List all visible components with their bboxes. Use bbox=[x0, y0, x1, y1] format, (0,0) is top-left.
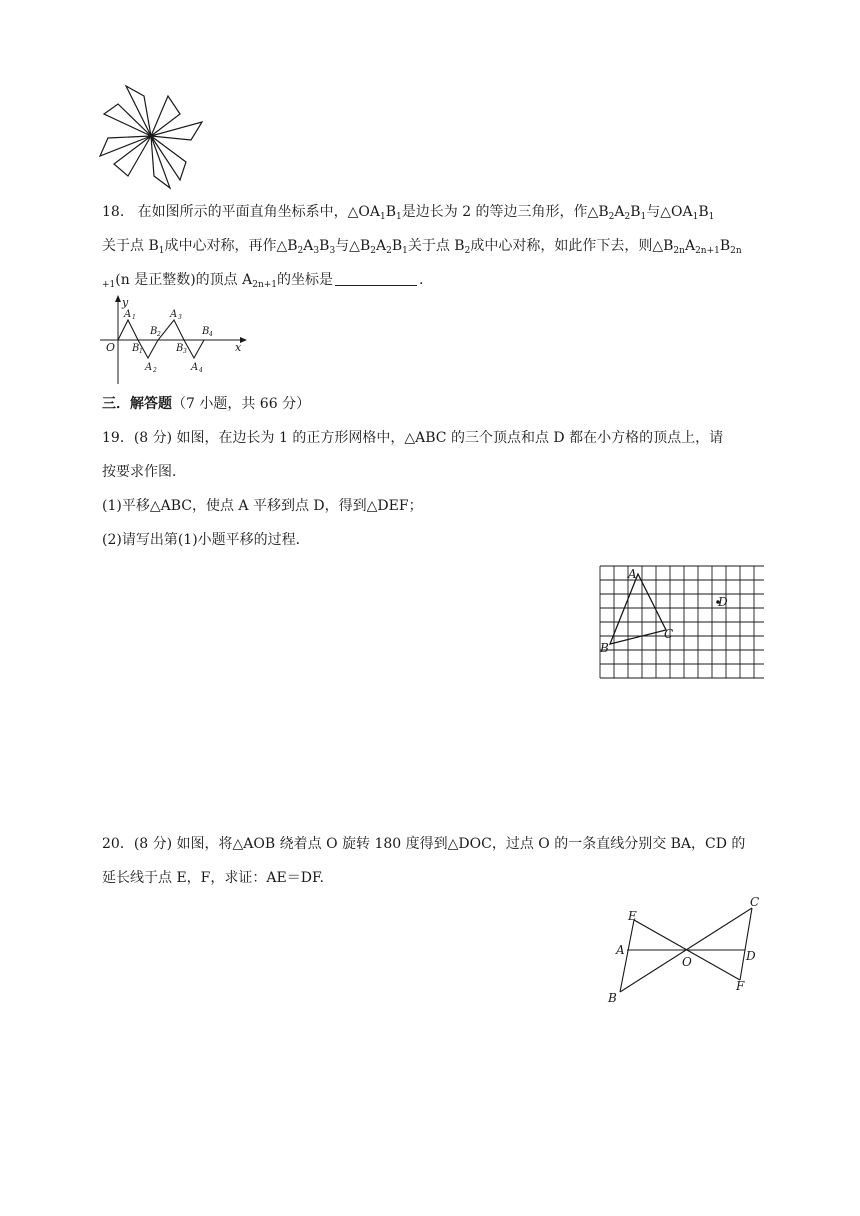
zigzag-triangles bbox=[118, 320, 204, 358]
subscript: 1 bbox=[379, 212, 386, 222]
label-C: C bbox=[750, 895, 760, 909]
q19-line1: 19．(8 分) 如图，在边长为 1 的正方形网格中，△ABC 的三个顶点和点 D 都在小方格的顶点上，请 bbox=[102, 430, 724, 446]
label-sub: 2 bbox=[153, 367, 157, 374]
label-sub: 1 bbox=[132, 314, 136, 321]
subscript: 2n+1 bbox=[695, 246, 720, 256]
q18-text: B bbox=[630, 204, 641, 220]
label-A1: A bbox=[124, 309, 132, 320]
label-A: A bbox=[616, 943, 625, 957]
q18-text: B bbox=[391, 238, 403, 254]
q18-text: 与△B bbox=[335, 238, 371, 254]
subscript: 3 bbox=[313, 246, 320, 256]
label-B: B bbox=[600, 641, 609, 655]
label-A2: A bbox=[145, 362, 153, 373]
q18-text: B bbox=[698, 204, 709, 220]
subscript: 2n bbox=[730, 246, 742, 256]
subscript: 2 bbox=[464, 246, 471, 256]
label-B4: B bbox=[202, 326, 210, 337]
label-B3: B bbox=[176, 343, 184, 354]
q18-text: 成中心对称，如此作下去，则△B bbox=[470, 238, 674, 254]
answer-blank[interactable] bbox=[335, 271, 417, 286]
subscript: 3 bbox=[329, 246, 336, 256]
label-sub: 3 bbox=[178, 314, 182, 321]
subscript: 2n+1 bbox=[252, 280, 278, 290]
pinwheel-figure bbox=[96, 84, 206, 190]
subscript: 2 bbox=[386, 246, 392, 256]
subscript: 2n bbox=[673, 246, 685, 256]
label-D: D bbox=[718, 595, 728, 609]
subscript: 2 bbox=[297, 246, 304, 256]
q20-line2: 延长线于点 E，F，求证：AE＝DF. bbox=[102, 870, 324, 886]
q18-line1 bbox=[102, 202, 714, 222]
q18-text: 成中心对称，再作△B bbox=[164, 238, 298, 254]
subscript: 1 bbox=[692, 212, 699, 222]
q18-text: B bbox=[319, 238, 330, 254]
section3-heading bbox=[102, 394, 310, 414]
q18-text: A bbox=[614, 204, 625, 220]
q18-number: 18. bbox=[102, 204, 125, 220]
q20-bowtie-figure bbox=[600, 892, 770, 1012]
label-A: A bbox=[628, 567, 637, 581]
subscript: 1 bbox=[708, 212, 715, 222]
q18-text: 是边长为 2 的等边三角形，作△B bbox=[401, 204, 609, 220]
label-F: F bbox=[736, 979, 745, 993]
q18-line2 bbox=[102, 236, 742, 256]
origin-label: O bbox=[106, 341, 116, 354]
subscript: 2 bbox=[624, 212, 631, 222]
q19-part2: (2)请写出第(1)小题平移的过程． bbox=[102, 532, 310, 548]
label-O: O bbox=[682, 955, 692, 969]
label-E: E bbox=[628, 909, 637, 923]
q18-text: B bbox=[385, 204, 397, 220]
q18-text: A bbox=[684, 238, 696, 254]
label-C: C bbox=[664, 627, 674, 641]
q18-line3 bbox=[102, 270, 423, 290]
label-A3: A bbox=[170, 309, 178, 320]
q18-text: 关于点 B bbox=[407, 238, 465, 254]
q18-text: B bbox=[719, 238, 731, 254]
label-sub: 3 bbox=[183, 348, 187, 355]
q18-text: (n 是正整数)的顶点 A bbox=[115, 272, 253, 288]
q20-line1: 20．(8 分) 如图，将△AOB 绕着点 O 旋转 180 度得到△DOC，过点 O 的一条直线分别交 BA，CD 的 bbox=[102, 836, 746, 852]
triangle-ABC bbox=[610, 574, 666, 644]
q18-text: 与△OA bbox=[646, 204, 693, 220]
subscript: +1 bbox=[102, 280, 116, 290]
subscript: 2 bbox=[608, 212, 615, 222]
q18-text: . bbox=[419, 272, 424, 288]
subscript: 1 bbox=[396, 212, 402, 222]
line-CF bbox=[740, 908, 752, 980]
subscript: 2 bbox=[370, 246, 376, 256]
x-label: x bbox=[235, 341, 242, 354]
q18-text: 关于点 B bbox=[102, 238, 159, 254]
label-A4: A bbox=[191, 362, 199, 373]
subscript: 1 bbox=[402, 246, 408, 256]
label-sub: 4 bbox=[199, 367, 203, 374]
q18-text: 的坐标是 bbox=[277, 272, 334, 288]
subscript: 1 bbox=[158, 246, 165, 256]
y-label: y bbox=[122, 296, 129, 309]
section-note: （7 小题，共 66 分） bbox=[172, 396, 311, 412]
label-B: B bbox=[608, 991, 617, 1005]
q18-text: 在如图所示的平面直角坐标系中，△OA bbox=[137, 204, 380, 220]
label-B1: B bbox=[132, 343, 140, 354]
q19-part1: (1)平移△ABC，使点 A 平移到点 D，得到△DEF； bbox=[102, 498, 423, 514]
label-sub: 1 bbox=[139, 348, 143, 355]
subscript: 1 bbox=[640, 212, 647, 222]
label-sub: 4 bbox=[209, 331, 213, 338]
label-B2: B bbox=[150, 326, 158, 337]
q18-text: A bbox=[303, 238, 314, 254]
section-title: 三．解答题 bbox=[102, 396, 172, 412]
q18-coordinate-figure bbox=[98, 294, 248, 386]
q18-text: A bbox=[375, 238, 387, 254]
label-sub: 2 bbox=[157, 331, 161, 338]
q19-line2: 按要求作图． bbox=[102, 464, 186, 480]
label-D: D bbox=[746, 949, 756, 963]
q19-grid-figure bbox=[594, 560, 764, 684]
